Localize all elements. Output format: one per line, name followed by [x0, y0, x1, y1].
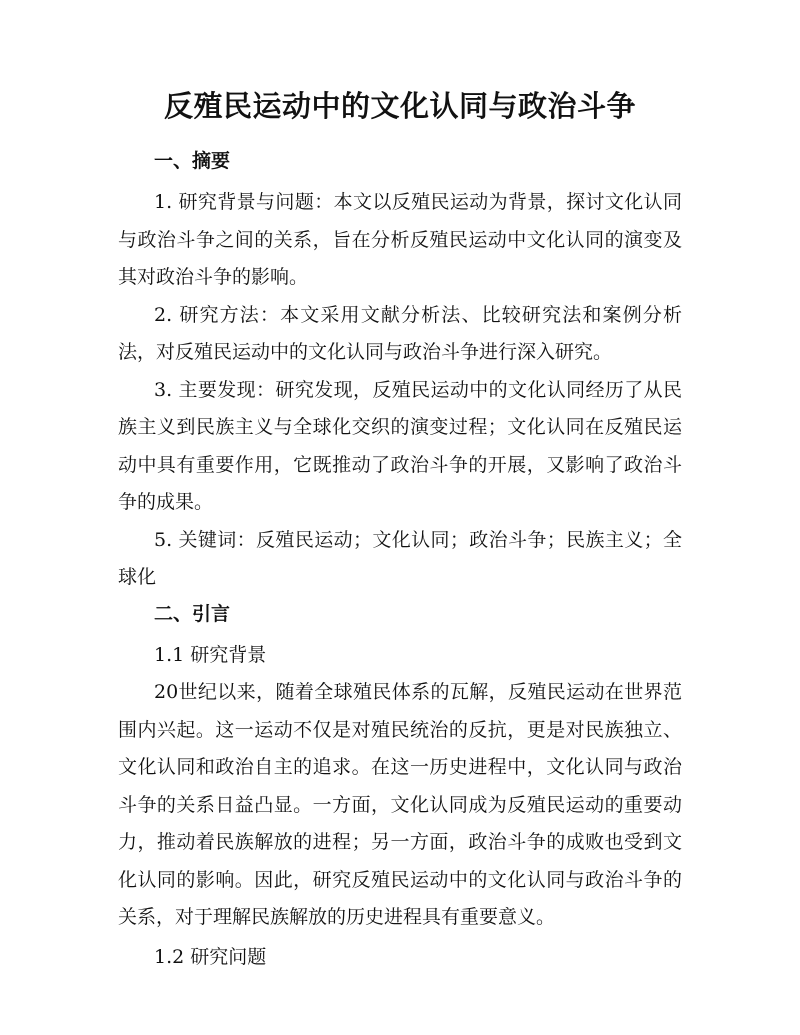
section-heading-abstract: 一、摘要 [154, 150, 231, 172]
section-heading-intro: 二、引言 [154, 602, 231, 625]
subheading-question: 1.2 研究问题 [154, 945, 267, 968]
abstract-item-findings: 3. 主要发现：研究发现，反殖民运动中的文化认同经历了从民族主义到民族主义与全球化交织的演变过程；文化认同在反殖民运动中具有重要作用，它既推动了政治斗争的开展，又影响了政治斗争的成果。 [118, 378, 682, 513]
intro-paragraph: 20世纪以来，随着全球殖民体系的瓦解，反殖民运动在世界范围内兴起。这一运动不仅是对殖民统治的反抗，更是对民族独立、文化认同和政治自主的追求。在这一历史进程中，文化认同与政治斗争的关系日益凸显。一方面，文化认同成为反殖民运动的重要动力，推动着民族解放的进程；另一方面，政治斗争的成败也受到文化认同的影响。因此，研究反殖民运动中的文化认同与政治斗争的关系，对于理解民族解放的历史进程具有重要意义。 [118, 681, 682, 928]
abstract-item-background: 1. 研究背景与问题：本文以反殖民运动为背景，探讨文化认同与政治斗争之间的关系，旨在分析反殖民运动中文化认同的演变及其对政治斗争的影响。 [118, 191, 682, 288]
document-title: 反殖民运动中的文化认同与政治斗争 [163, 89, 636, 123]
abstract-item-keywords: 5. 关键词：反殖民运动；文化认同；政治斗争；民族主义；全球化 [118, 528, 682, 588]
subheading-background: 1.1 研究背景 [154, 643, 267, 666]
abstract-item-method: 2. 研究方法：本文采用文献分析法、比较研究法和案例分析法，对反殖民运动中的文化认同与政治斗争进行深入研究。 [118, 303, 682, 363]
